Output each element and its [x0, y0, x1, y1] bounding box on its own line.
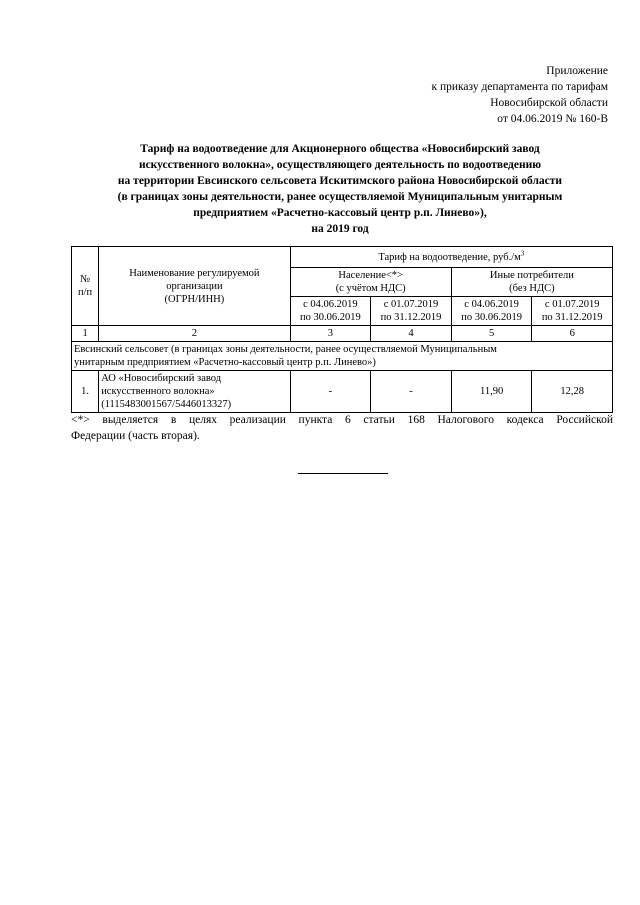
period-to: по 30.06.2019	[461, 312, 522, 323]
tariff-value: -	[371, 371, 452, 413]
footnote-line: <*> выделяется в целях реализации пункта 6 статьи 168 Налогового кодекса Российской	[71, 414, 613, 426]
tariff-value: -	[290, 371, 371, 413]
num-header-line: п/п	[78, 287, 93, 298]
tariff-header-sup: 3	[520, 249, 525, 257]
period-cell	[532, 297, 613, 326]
org-header-line: (ОГРН/ИНН)	[164, 293, 225, 305]
population-header	[290, 268, 451, 297]
appendix-line: Приложение	[546, 65, 608, 77]
table-header-row	[72, 247, 613, 268]
org-header-line: организации	[166, 280, 223, 292]
period-from: с 01.07.2019	[544, 299, 600, 310]
separator-line	[298, 473, 388, 474]
appendix-line: от 04.06.2019 № 160-В	[497, 113, 608, 125]
tariff-value: 12,28	[532, 371, 613, 413]
title-line: искусственного волокна», осуществляющего деятельность по водоотведению	[138, 159, 542, 171]
period-to: по 31.12.2019	[380, 312, 442, 323]
period-cell	[290, 297, 371, 326]
population-header-line: Население<*>	[338, 270, 403, 281]
num-header-line: №	[80, 274, 91, 285]
period-to: по 30.06.2019	[300, 312, 361, 323]
title-line: Тариф на водоотведение для Акционерного общества «Новосибирский завод	[140, 143, 540, 155]
org-line: (1115483001567/5446013327)	[101, 399, 232, 410]
population-header-line: (с учётом НДС)	[335, 283, 406, 294]
org-header	[99, 247, 290, 326]
period-from: с 04.06.2019	[303, 299, 358, 310]
footnote-line: Федерации (часть вторая).	[71, 430, 200, 442]
org-line: АО «Новосибирский завод	[101, 373, 222, 384]
period-cell	[371, 297, 452, 326]
tariff-header-text: Тариф на водоотведение, руб./м	[378, 251, 521, 263]
section-row	[72, 342, 613, 371]
org-cell	[99, 371, 290, 413]
period-cell	[451, 297, 532, 326]
org-header-line: Наименование регулируемой	[129, 267, 260, 279]
column-number: 1	[72, 326, 99, 342]
column-number: 6	[532, 326, 613, 342]
table-row	[72, 371, 613, 413]
title-line: на территории Евсинского сельсовета Искитимского района Новосибирской области	[117, 175, 563, 187]
column-number: 3	[290, 326, 371, 342]
document-title	[60, 141, 620, 237]
title-line: (в границах зоны деятельности, ранее осуществляемой Муниципальным унитарным	[117, 191, 563, 203]
period-from: с 04.06.2019	[464, 299, 519, 310]
appendix-block	[431, 63, 608, 127]
tariff-value: 11,90	[451, 371, 532, 413]
section-line: унитарным предприятием «Расчетно-кассовый центр р.п. Линево»)	[74, 357, 376, 368]
section-line: Евсинский сельсовет (в границах зоны деятельности, ранее осуществляемой Муниципальным	[74, 344, 497, 355]
column-number: 4	[371, 326, 452, 342]
title-line: предприятием «Расчетно-кассовый центр р.п. Линево»),	[193, 207, 487, 219]
appendix-line: Новосибирской области	[490, 97, 608, 109]
period-to: по 31.12.2019	[541, 312, 603, 323]
others-header-line: (без НДС)	[509, 283, 555, 294]
column-number: 5	[451, 326, 532, 342]
row-number: 1.	[72, 371, 99, 413]
footnote	[71, 412, 613, 444]
title-line: на 2019 год	[311, 223, 369, 235]
column-number-row	[72, 326, 613, 342]
period-from: с 01.07.2019	[383, 299, 439, 310]
section-cell	[72, 342, 613, 371]
others-header	[451, 268, 612, 297]
tariff-table	[71, 246, 613, 413]
org-line: искусственного волокна»	[101, 386, 215, 397]
others-header-line: Иные потребители	[489, 270, 574, 281]
num-header	[72, 247, 99, 326]
tariff-header	[290, 247, 612, 268]
column-number: 2	[99, 326, 290, 342]
appendix-line: к приказу департамента по тарифам	[431, 81, 608, 93]
